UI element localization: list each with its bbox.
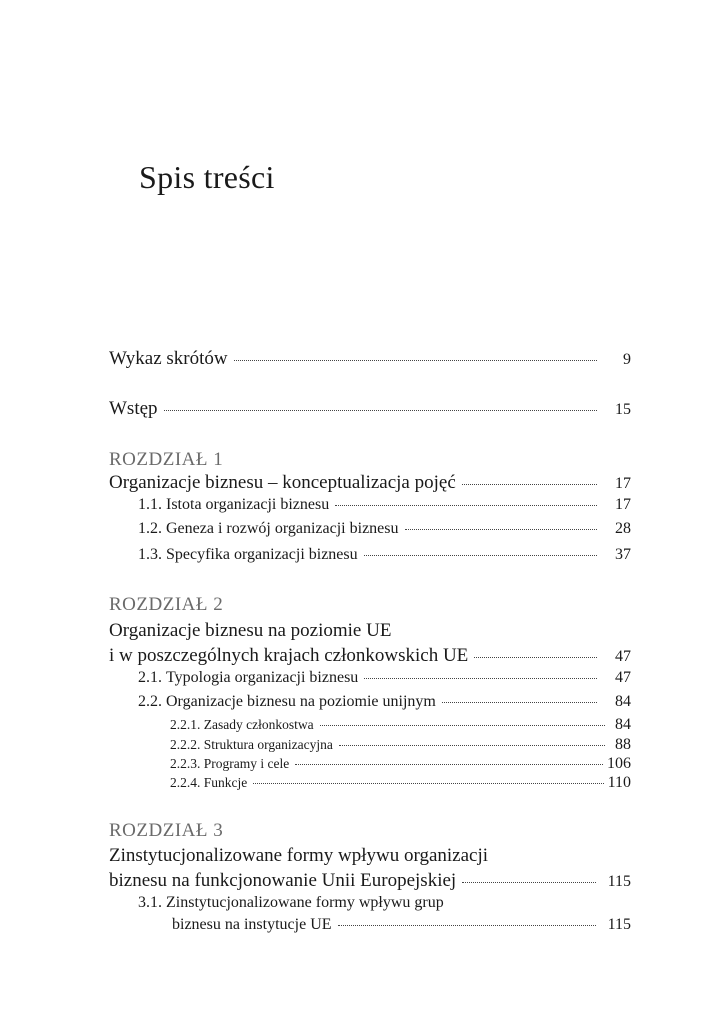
toc-entry-title: Wykaz skrótów bbox=[109, 348, 228, 369]
toc-entry-subsection-2-2-1[interactable] bbox=[170, 716, 631, 734]
leader-dots bbox=[338, 924, 596, 926]
leader-dots bbox=[474, 656, 597, 658]
toc-entry-page: 15 bbox=[615, 401, 631, 418]
section-number: 2.2.2. bbox=[170, 737, 201, 752]
chapter-3-title-line1[interactable]: Zinstytucjonalizowane formy wpływu organizacji bbox=[109, 845, 489, 866]
leader-dots bbox=[364, 677, 597, 679]
toc-entry-page: 37 bbox=[615, 546, 631, 563]
toc-entry-page: 106 bbox=[607, 755, 631, 772]
toc-entry-page: 84 bbox=[615, 693, 631, 710]
leader-dots bbox=[405, 528, 598, 530]
chapter-2-label: ROZDZIAŁ 2 bbox=[109, 594, 224, 615]
leader-dots bbox=[234, 359, 597, 361]
toc-entry-page: 115 bbox=[607, 873, 631, 890]
toc-entry-page: 84 bbox=[615, 716, 631, 733]
section-3-1-line1[interactable] bbox=[138, 894, 444, 912]
toc-entry-chapter-1[interactable] bbox=[109, 472, 631, 494]
toc-entry-title: i w poszczególnych krajach członkowskich UE bbox=[109, 645, 469, 666]
leader-dots bbox=[164, 409, 597, 411]
toc-entry-title: Struktura organizacyjna bbox=[203, 737, 333, 752]
toc-entry-section-3-1[interactable] bbox=[138, 916, 631, 934]
section-number: 2.2.1. bbox=[170, 717, 201, 732]
toc-entry-page: 9 bbox=[623, 351, 631, 368]
toc-entry-page: 115 bbox=[607, 916, 631, 933]
section-number: 2.2.3. bbox=[170, 756, 201, 771]
toc-entry-title: Zasady członkostwa bbox=[203, 717, 314, 732]
toc-entry-title: Funkcje bbox=[203, 775, 248, 790]
toc-entry-section-2-1[interactable] bbox=[138, 669, 631, 687]
toc-entry-abbreviations[interactable] bbox=[109, 348, 631, 370]
chapter-3-label: ROZDZIAŁ 3 bbox=[109, 820, 224, 841]
section-number: 1.2. bbox=[138, 520, 162, 537]
toc-entry-page: 110 bbox=[607, 774, 631, 791]
leader-dots bbox=[339, 744, 605, 746]
toc-entry-page: 17 bbox=[615, 475, 631, 492]
section-number: 1.3. bbox=[138, 546, 162, 563]
toc-entry-title: biznesu na funkcjonowanie Unii Europejskiej bbox=[109, 870, 457, 891]
toc-entry-page: 17 bbox=[615, 496, 631, 513]
leader-dots bbox=[335, 504, 597, 506]
toc-entry-title: Organizacje biznesu – konceptualizacja pojęć bbox=[109, 472, 456, 493]
leader-dots bbox=[295, 763, 603, 765]
toc-entry-section-1-1[interactable] bbox=[138, 496, 631, 514]
chapter-1-label: ROZDZIAŁ 1 bbox=[109, 449, 224, 470]
toc-entry-title: Specyfika organizacji biznesu bbox=[166, 546, 358, 563]
leader-dots bbox=[320, 724, 605, 726]
toc-entry-title: Programy i cele bbox=[203, 756, 290, 771]
leader-dots bbox=[364, 554, 597, 556]
leader-dots bbox=[442, 701, 597, 703]
toc-entry-section-2-2[interactable] bbox=[138, 693, 631, 711]
section-number: 2.1. bbox=[138, 669, 162, 686]
toc-entry-chapter-3[interactable] bbox=[109, 870, 631, 892]
section-number: 2.2. bbox=[138, 693, 162, 710]
toc-entry-title: Istota organizacji biznesu bbox=[166, 496, 330, 513]
toc-entry-title: Geneza i rozwój organizacji biznesu bbox=[166, 520, 399, 537]
section-number: 3.1. bbox=[138, 894, 162, 911]
page-title: Spis treści bbox=[139, 159, 275, 195]
toc-entry-page: 88 bbox=[615, 736, 631, 753]
toc-entry-subsection-2-2-4[interactable] bbox=[170, 774, 631, 792]
section-number: 2.2.4. bbox=[170, 775, 201, 790]
toc-entry-page: 47 bbox=[615, 669, 631, 686]
toc-entry-page: 47 bbox=[615, 648, 631, 665]
toc-entry-title: Organizacje biznesu na poziomie unijnym bbox=[166, 693, 436, 710]
leader-dots bbox=[253, 782, 603, 784]
toc-entry-title: biznesu na instytucje UE bbox=[172, 916, 332, 933]
toc-entry-title: Wstęp bbox=[109, 398, 158, 419]
toc-entry-page: 28 bbox=[615, 520, 631, 537]
toc-entry-title: Typologia organizacji biznesu bbox=[166, 669, 359, 686]
chapter-2-title-line1[interactable]: Organizacje biznesu na poziomie UE bbox=[109, 620, 392, 641]
toc-entry-subsection-2-2-2[interactable] bbox=[170, 736, 631, 754]
toc-entry-title: Zinstytucjonalizowane formy wpływu grup bbox=[166, 894, 444, 911]
section-number: 1.1. bbox=[138, 496, 162, 513]
toc-entry-section-1-3[interactable] bbox=[138, 546, 631, 564]
leader-dots bbox=[462, 483, 597, 485]
toc-entry-introduction[interactable] bbox=[109, 398, 631, 420]
toc-entry-subsection-2-2-3[interactable] bbox=[170, 755, 631, 773]
toc-entry-chapter-2[interactable] bbox=[109, 645, 631, 667]
toc-entry-section-1-2[interactable] bbox=[138, 520, 631, 538]
leader-dots bbox=[462, 881, 595, 883]
